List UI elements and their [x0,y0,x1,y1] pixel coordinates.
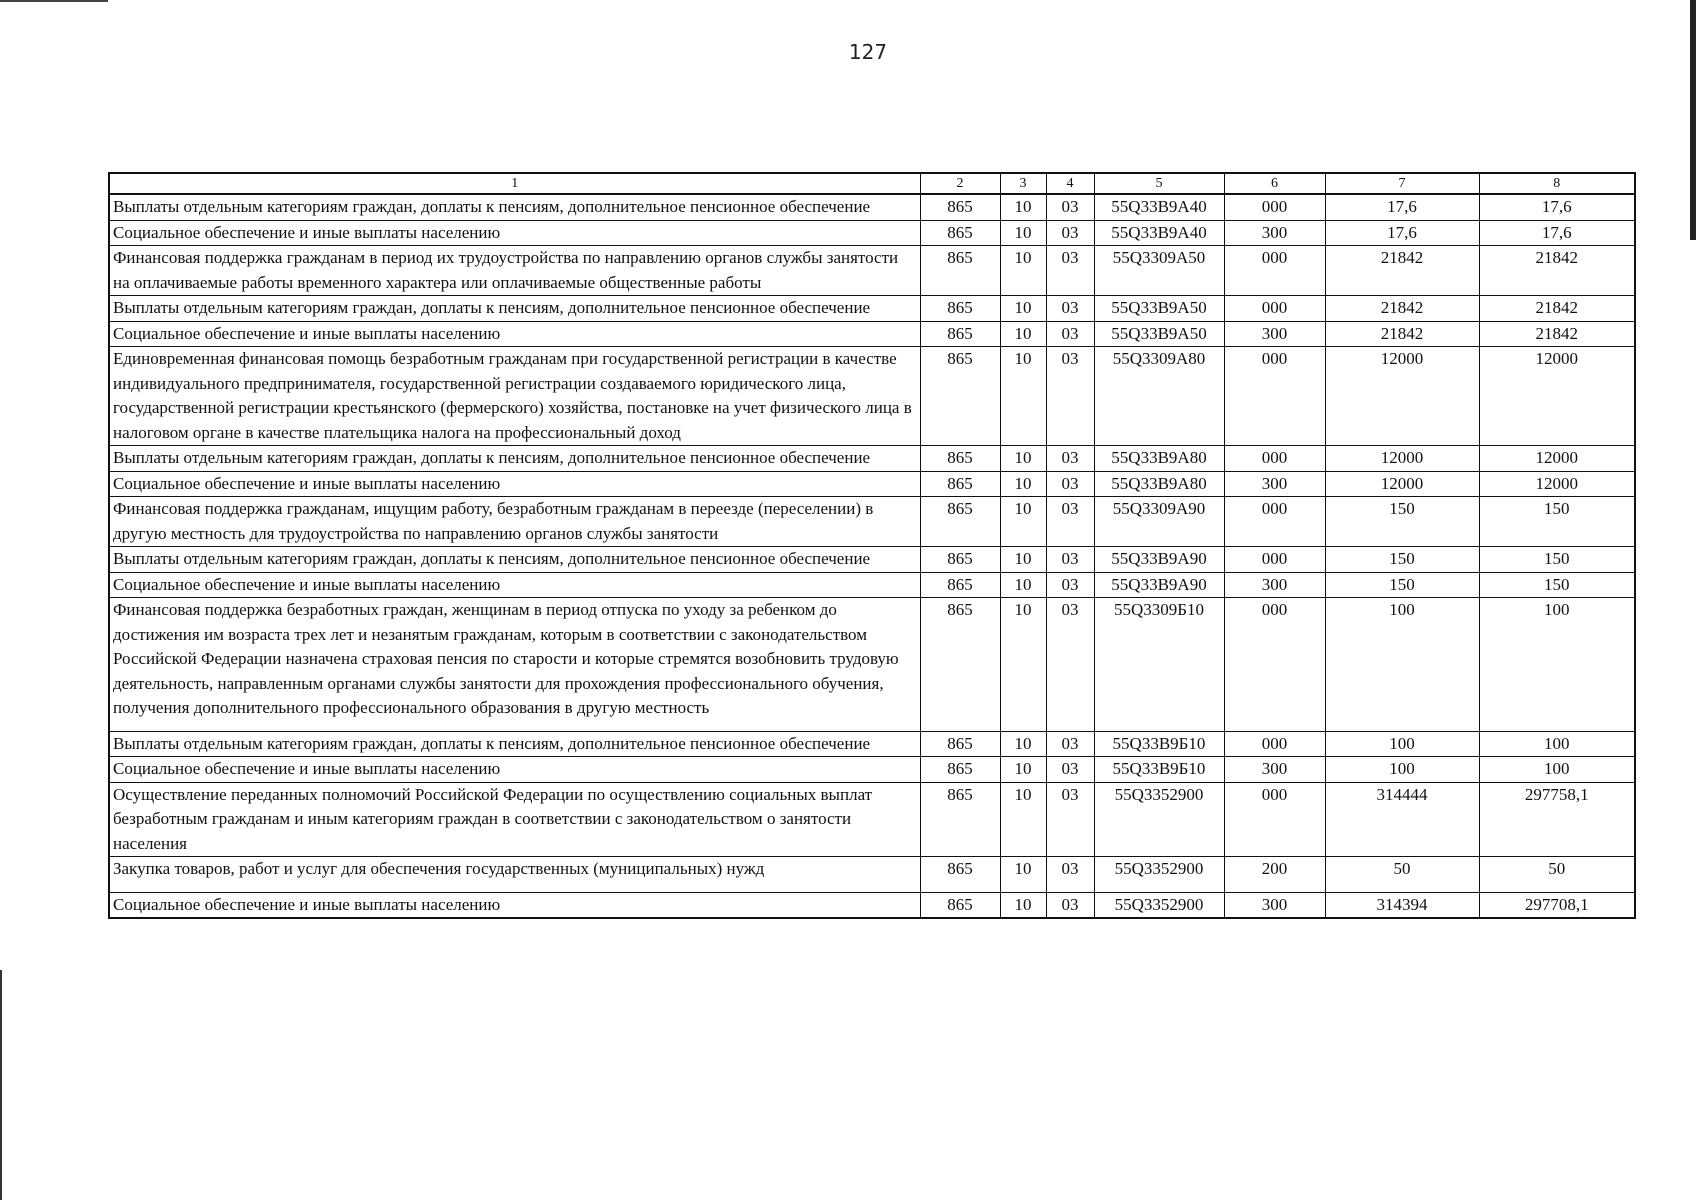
column-header: 6 [1224,173,1325,194]
cell-expense-type: 000 [1224,547,1325,573]
cell-target-code: 55Q3352900 [1094,782,1224,857]
cell-amount-col7: 21842 [1325,296,1479,322]
cell-subsection: 03 [1046,782,1094,857]
cell-amount-col7: 100 [1325,757,1479,783]
cell-target-code: 55Q33B9A50 [1094,321,1224,347]
cell-amount-col8: 17,6 [1479,220,1635,246]
row-name: Финансовая поддержка гражданам, ищущим работу, безработным гражданам в переезде (переселении) в другую местность для трудоустройства по направлению органов службы занятости [109,497,920,547]
cell-amount-col7: 21842 [1325,246,1479,296]
cell-subsection: 03 [1046,572,1094,598]
cell-amount-col8: 150 [1479,547,1635,573]
cell-expense-type: 200 [1224,857,1325,893]
cell-subsection: 03 [1046,347,1094,446]
cell-grbs: 865 [920,547,1000,573]
row-name: Выплаты отдельным категориям граждан, доплаты к пенсиям, дополнительное пенсионное обеспечение [109,296,920,322]
cell-amount-col8: 12000 [1479,347,1635,446]
cell-section: 10 [1000,246,1046,296]
cell-subsection: 03 [1046,731,1094,757]
cell-amount-col8: 150 [1479,572,1635,598]
row-name: Единовременная финансовая помощь безработным гражданам при государственной регистрации в качестве индивидуального предпринимателя, государственной регистрации создаваемого юридического лица, государственной регистрации крестьянского (фермерского) хозяйства, постановке на учет физического лица в налоговом органе в качестве плательщика налога на профессиональный доход [109,347,920,446]
cell-amount-col7: 12000 [1325,347,1479,446]
cell-subsection: 03 [1046,321,1094,347]
table-header-row [109,173,1635,194]
cell-expense-type: 300 [1224,321,1325,347]
budget-table [108,172,1636,919]
cell-expense-type: 300 [1224,757,1325,783]
cell-section: 10 [1000,296,1046,322]
table-row [109,572,1635,598]
cell-expense-type: 000 [1224,296,1325,322]
cell-grbs: 865 [920,572,1000,598]
row-name: Социальное обеспечение и иные выплаты населению [109,892,920,918]
cell-amount-col8: 21842 [1479,321,1635,347]
cell-target-code: 55Q33B9A90 [1094,547,1224,573]
cell-subsection: 03 [1046,220,1094,246]
cell-amount-col7: 17,6 [1325,194,1479,220]
cell-amount-col8: 21842 [1479,246,1635,296]
cell-amount-col7: 314444 [1325,782,1479,857]
cell-amount-col7: 12000 [1325,446,1479,472]
cell-expense-type: 000 [1224,194,1325,220]
cell-target-code: 55Q33B9A50 [1094,296,1224,322]
table-row [109,220,1635,246]
cell-section: 10 [1000,321,1046,347]
cell-grbs: 865 [920,220,1000,246]
cell-amount-col7: 150 [1325,547,1479,573]
table-row [109,347,1635,446]
cell-section: 10 [1000,497,1046,547]
cell-amount-col8: 297708,1 [1479,892,1635,918]
cell-amount-col7: 50 [1325,857,1479,893]
cell-expense-type: 000 [1224,497,1325,547]
cell-expense-type: 000 [1224,246,1325,296]
row-name: Выплаты отдельным категориям граждан, доплаты к пенсиям, дополнительное пенсионное обеспечение [109,731,920,757]
table-row [109,321,1635,347]
cell-target-code: 55Q3309A90 [1094,497,1224,547]
cell-subsection: 03 [1046,857,1094,893]
cell-grbs: 865 [920,471,1000,497]
row-name: Осуществление переданных полномочий Российской Федерации по осуществлению социальных выплат безработным гражданам и иным категориям граждан в соответствии с законодательством о занятости населения [109,782,920,857]
cell-amount-col7: 12000 [1325,471,1479,497]
cell-grbs: 865 [920,347,1000,446]
column-header: 3 [1000,173,1046,194]
cell-amount-col8: 21842 [1479,296,1635,322]
scan-edge-mark [1690,0,1696,240]
cell-target-code: 55Q3309Б10 [1094,598,1224,732]
table-row [109,547,1635,573]
cell-amount-col7: 150 [1325,572,1479,598]
cell-expense-type: 000 [1224,446,1325,472]
cell-section: 10 [1000,446,1046,472]
cell-amount-col7: 21842 [1325,321,1479,347]
cell-amount-col8: 100 [1479,598,1635,732]
cell-target-code: 55Q33B9A40 [1094,194,1224,220]
cell-target-code: 55Q3352900 [1094,892,1224,918]
cell-amount-col7: 100 [1325,598,1479,732]
row-name: Финансовая поддержка безработных граждан, женщинам в период отпуска по уходу за ребенком до достижения им возраста трех лет и незанятым гражданам, которым в соответствии с законодательством Российской Федерации назначена страховая пенсия по старости и которые стремятся возобновить трудовую деятельность, направленным органами службы занятости для прохождения профессионального обучения, получения дополнительного профессионального образования в другую местность [109,598,920,732]
row-name: Финансовая поддержка гражданам в период их трудоустройства по направлению органов службы занятости на оплачиваемые работы временного характера или оплачиваемые общественные работы [109,246,920,296]
scan-edge-mark [0,970,2,1200]
cell-target-code: 55Q33B9A90 [1094,572,1224,598]
cell-amount-col8: 12000 [1479,471,1635,497]
column-header: 1 [109,173,920,194]
cell-target-code: 55Q33B9A80 [1094,471,1224,497]
column-header: 4 [1046,173,1094,194]
cell-section: 10 [1000,757,1046,783]
row-name: Выплаты отдельным категориям граждан, доплаты к пенсиям, дополнительное пенсионное обеспечение [109,446,920,472]
page-number: 127 [848,40,888,64]
row-name: Выплаты отдельным категориям граждан, доплаты к пенсиям, дополнительное пенсионное обеспечение [109,547,920,573]
cell-target-code: 55Q33B9Б10 [1094,757,1224,783]
cell-subsection: 03 [1046,547,1094,573]
cell-amount-col7: 314394 [1325,892,1479,918]
cell-amount-col7: 100 [1325,731,1479,757]
cell-section: 10 [1000,547,1046,573]
cell-subsection: 03 [1046,471,1094,497]
cell-amount-col8: 100 [1479,731,1635,757]
row-name: Социальное обеспечение и иные выплаты населению [109,757,920,783]
row-name: Социальное обеспечение и иные выплаты населению [109,321,920,347]
cell-expense-type: 300 [1224,572,1325,598]
cell-section: 10 [1000,857,1046,893]
table-row [109,782,1635,857]
cell-grbs: 865 [920,246,1000,296]
cell-subsection: 03 [1046,246,1094,296]
cell-target-code: 55Q3352900 [1094,857,1224,893]
cell-expense-type: 000 [1224,598,1325,732]
cell-amount-col8: 297758,1 [1479,782,1635,857]
cell-expense-type: 300 [1224,471,1325,497]
row-name: Закупка товаров, работ и услуг для обеспечения государственных (муниципальных) нужд [109,857,920,893]
table-row [109,471,1635,497]
table-row [109,497,1635,547]
cell-subsection: 03 [1046,194,1094,220]
cell-section: 10 [1000,220,1046,246]
table-row [109,731,1635,757]
cell-expense-type: 300 [1224,220,1325,246]
table-row [109,598,1635,732]
cell-expense-type: 000 [1224,731,1325,757]
scan-edge-mark [0,0,108,2]
table-row [109,246,1635,296]
cell-target-code: 55Q33B9A40 [1094,220,1224,246]
table-row [109,296,1635,322]
column-header: 5 [1094,173,1224,194]
cell-grbs: 865 [920,782,1000,857]
table-row [109,446,1635,472]
table-row [109,757,1635,783]
cell-expense-type: 300 [1224,892,1325,918]
cell-subsection: 03 [1046,598,1094,732]
cell-grbs: 865 [920,857,1000,893]
cell-section: 10 [1000,892,1046,918]
cell-grbs: 865 [920,296,1000,322]
cell-grbs: 865 [920,598,1000,732]
cell-subsection: 03 [1046,446,1094,472]
cell-subsection: 03 [1046,497,1094,547]
cell-section: 10 [1000,471,1046,497]
cell-target-code: 55Q3309A80 [1094,347,1224,446]
cell-target-code: 55Q33B9A80 [1094,446,1224,472]
cell-target-code: 55Q3309A50 [1094,246,1224,296]
cell-amount-col8: 17,6 [1479,194,1635,220]
cell-grbs: 865 [920,194,1000,220]
cell-section: 10 [1000,731,1046,757]
table-row [109,194,1635,220]
cell-expense-type: 000 [1224,347,1325,446]
cell-amount-col7: 150 [1325,497,1479,547]
column-header: 7 [1325,173,1479,194]
cell-section: 10 [1000,598,1046,732]
cell-grbs: 865 [920,731,1000,757]
cell-grbs: 865 [920,321,1000,347]
table-row [109,857,1635,893]
cell-grbs: 865 [920,892,1000,918]
column-header: 8 [1479,173,1635,194]
cell-grbs: 865 [920,497,1000,547]
cell-grbs: 865 [920,757,1000,783]
cell-target-code: 55Q33B9Б10 [1094,731,1224,757]
cell-amount-col8: 150 [1479,497,1635,547]
cell-section: 10 [1000,347,1046,446]
cell-amount-col8: 100 [1479,757,1635,783]
cell-subsection: 03 [1046,757,1094,783]
cell-section: 10 [1000,194,1046,220]
cell-amount-col7: 17,6 [1325,220,1479,246]
row-name: Социальное обеспечение и иные выплаты населению [109,220,920,246]
row-name: Социальное обеспечение и иные выплаты населению [109,572,920,598]
cell-subsection: 03 [1046,296,1094,322]
row-name: Социальное обеспечение и иные выплаты населению [109,471,920,497]
cell-expense-type: 000 [1224,782,1325,857]
table-row [109,892,1635,918]
cell-section: 10 [1000,782,1046,857]
row-name: Выплаты отдельным категориям граждан, доплаты к пенсиям, дополнительное пенсионное обеспечение [109,194,920,220]
cell-subsection: 03 [1046,892,1094,918]
cell-amount-col8: 12000 [1479,446,1635,472]
cell-section: 10 [1000,572,1046,598]
column-header: 2 [920,173,1000,194]
cell-amount-col8: 50 [1479,857,1635,893]
cell-grbs: 865 [920,446,1000,472]
